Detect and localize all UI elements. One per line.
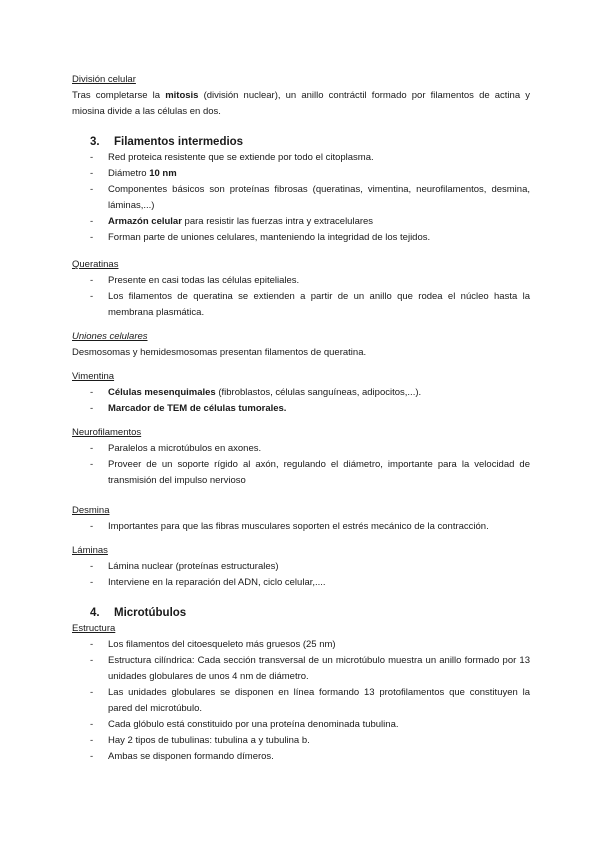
bullet-dash: - [90,751,94,762]
desmina-list [72,519,530,535]
item-text: Estructura cilíndrica: Cada sección transversal de un microtúbulo muestra un anillo formado por 13 unidades globulares de unos 4 nm de diámetro. [108,655,530,682]
item-text: Diámetro [108,168,150,179]
queratinas-list [72,273,530,321]
section-4-list [72,637,530,765]
bullet-dash: - [90,639,94,650]
section-4-title-text: Microtúbulos [114,607,187,619]
item-text: Los filamentos del citoesqueleto más gruesos (25 nm) [108,639,336,650]
list-item [72,150,530,166]
bullet-dash: - [90,152,94,163]
item-text: Proveer de un soporte rígido al axón, regulando el diámetro, importante para la velocidad de transmisión del impulso nervioso [108,459,530,486]
item-bold: 10 nm [149,168,177,179]
list-item [72,385,530,401]
section-4-number: 4. [90,607,100,619]
section-3-number: 3. [90,136,100,148]
heading-estructura: Estructura [72,623,116,634]
list-item [72,401,530,417]
bullet-dash: - [90,216,94,227]
heading-uniones-celulares: Uniones celulares [72,331,148,342]
item-bold: Células mesenquimales [108,387,216,398]
bullet-dash: - [90,232,94,243]
bullet-dash: - [90,443,94,454]
bullet-dash: - [90,459,94,470]
list-item [72,166,530,182]
section-4-title [72,605,530,621]
list-item [72,653,530,685]
bullet-dash: - [90,275,94,286]
vimentina-list [72,385,530,417]
heading-laminas: Láminas [72,545,108,556]
list-item [72,457,530,489]
list-item [72,733,530,749]
item-text: Componentes básicos son proteínas fibrosas (queratinas, vimentina, neurofilamentos, desmina, láminas,...) [108,184,530,211]
item-text: Importantes para que las fibras musculares soporten el estrés mecánico de la contracción. [108,521,489,532]
item-text: Ambas se disponen formando dímeros. [108,751,274,762]
item-bold: Armazón celular [108,216,182,227]
bullet-dash: - [90,184,94,195]
intro-text-bold: mitosis [165,90,199,101]
list-item [72,289,530,321]
list-item [72,230,530,246]
bullet-dash: - [90,719,94,730]
bullet-dash: - [90,655,94,666]
list-item [72,214,530,230]
bullet-dash: - [90,168,94,179]
item-text: Hay 2 tipos de tubulinas: tubulina a y tubulina b. [108,735,310,746]
list-item [72,717,530,733]
item-text: para resistir las fuerzas intra y extracelulares [181,216,374,227]
list-item [72,559,530,575]
intro-text-pre: Tras completarse la [72,90,166,101]
list-item [72,441,530,457]
item-text: Forman parte de uniones celulares, manteniendo la integridad de los tejidos. [108,232,431,243]
item-text: (fibroblastos, células sanguíneas, adipocitos,...). [215,387,422,398]
list-item [72,637,530,653]
item-text: Paralelos a microtúbulos en axones. [108,443,262,454]
item-text: Red proteica resistente que se extiende por todo el citoplasma. [108,152,374,163]
item-text: Los filamentos de queratina se extienden a partir de un anillo que rodea el núcleo hasta la membrana plasmática. [108,291,530,318]
section-3-list [72,150,530,246]
item-text: Lámina nuclear (proteínas estructurales) [108,561,279,572]
item-bold: Marcador de TEM de células tumorales. [108,403,287,414]
list-item [72,749,530,765]
bullet-dash: - [90,687,94,698]
laminas-list [72,559,530,591]
list-item [72,273,530,289]
heading-vimentina: Vimentina [72,371,115,382]
heading-division-celular: División celular [72,74,136,85]
bullet-dash: - [90,387,94,398]
list-item [72,575,530,591]
bullet-dash: - [90,577,94,588]
neurofilamentos-list [72,441,530,489]
intro-paragraph [72,88,530,120]
heading-neurofilamentos: Neurofilamentos [72,427,142,438]
list-item [72,182,530,214]
section-3-title [72,134,530,150]
section-3-title-text: Filamentos intermedios [114,136,244,148]
bullet-dash: - [90,403,94,414]
list-item [72,519,530,535]
document-page [72,72,530,765]
bullet-dash: - [90,735,94,746]
bullet-dash: - [90,291,94,302]
heading-queratinas: Queratinas [72,259,119,270]
intro-text-post: (división nuclear), un anillo contráctil formado por filamentos de actina y miosina divide a las células en dos. [72,90,530,117]
heading-desmina: Desmina [72,505,110,516]
bullet-dash: - [90,521,94,532]
item-text: Interviene en la reparación del ADN, ciclo celular,.... [108,577,326,588]
bullet-dash: - [90,561,94,572]
item-text: Cada glóbulo está constituido por una proteína denominada tubulina. [108,719,399,730]
item-text: Presente en casi todas las células epiteliales. [108,275,300,286]
list-item [72,685,530,717]
item-text: Las unidades globulares se disponen en línea formando 13 protofilamentos que constituyen la pared del microtúbulo. [108,687,530,714]
uniones-text: Desmosomas y hemidesmosomas presentan filamentos de queratina. [72,347,367,358]
